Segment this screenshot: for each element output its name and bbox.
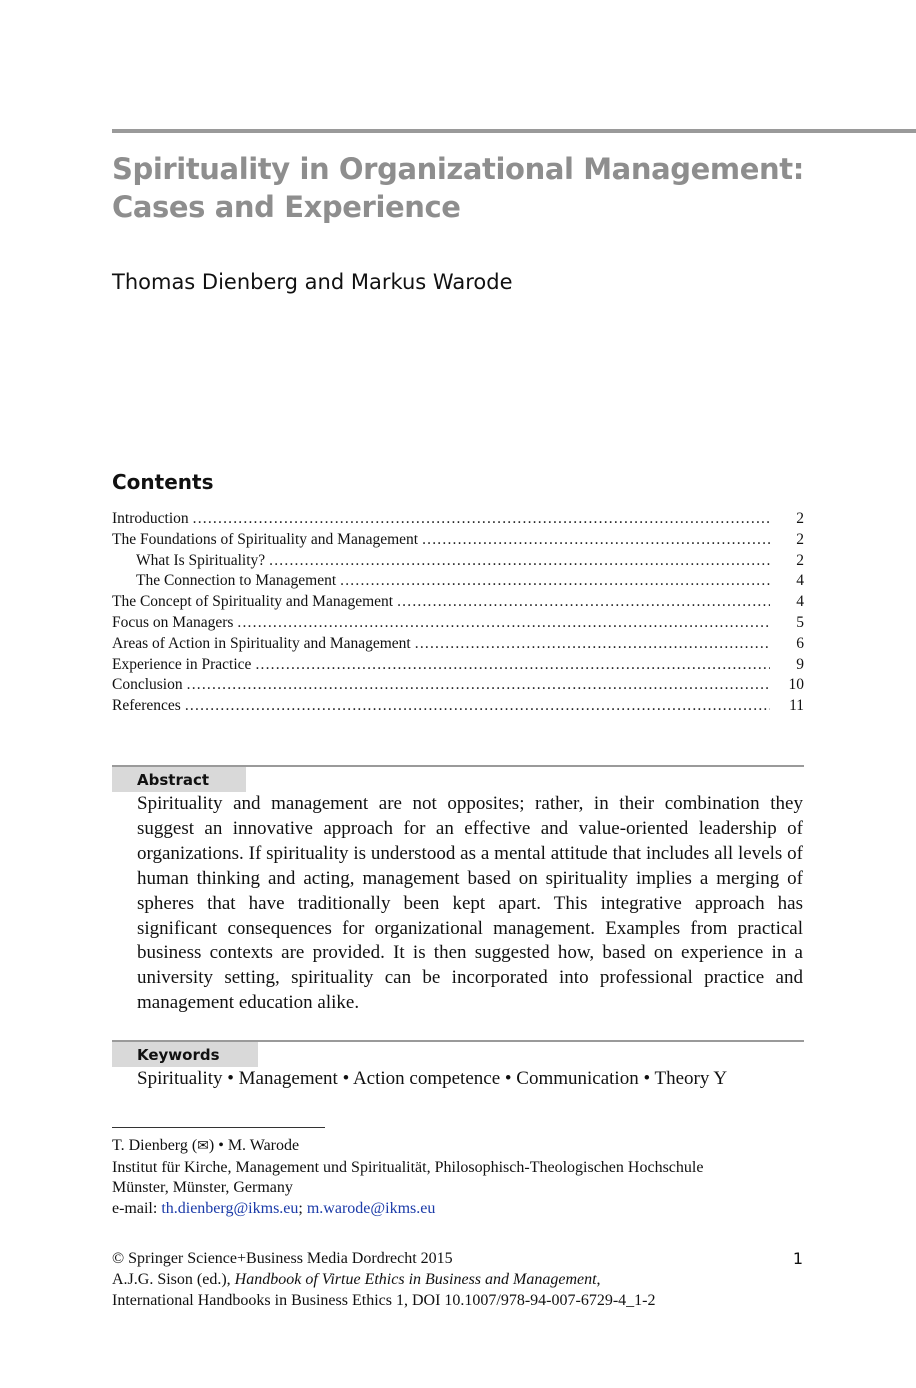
copyright-block <box>112 1248 812 1311</box>
email-separator: ; <box>298 1199 307 1217</box>
toc-entry-title: The Connection to Management <box>136 572 337 590</box>
toc-entry[interactable] <box>112 551 804 572</box>
toc-entry-title: Introduction <box>112 510 189 527</box>
toc-leader-dots <box>255 655 770 676</box>
footnote-affiliation-line-2: Münster, Münster, Germany <box>112 1179 293 1197</box>
toc-entry-title: What Is Spirituality? <box>136 551 266 569</box>
toc-leader-dots <box>269 551 770 572</box>
contents-heading: Contents <box>112 470 214 494</box>
toc-leader-dots <box>397 592 770 613</box>
toc-entry-title: Focus on Managers <box>112 613 234 631</box>
toc-entry-page: 10 <box>788 676 804 694</box>
toc-entry-title: Areas of Action in Spirituality and Management <box>112 634 411 652</box>
footnote-author-a: T. Dienberg ( <box>112 1137 198 1154</box>
toc-leader-dots <box>415 634 770 655</box>
footnote-authors-line <box>112 1136 832 1158</box>
toc-entry[interactable] <box>112 675 804 696</box>
toc-leader-dots <box>185 696 770 717</box>
toc-entry-page: 9 <box>796 655 804 673</box>
toc-entry-title: References <box>112 697 181 715</box>
book-title: Handbook of Virtue Ethics in Business and Management <box>234 1271 597 1288</box>
email-label: e-mail: <box>112 1199 162 1217</box>
toc-entry-title: Conclusion <box>112 676 183 694</box>
authors: Thomas Dienberg and Markus Warode <box>112 270 513 294</box>
toc-entry-title: The Foundations of Spirituality and Management <box>112 530 419 548</box>
abstract-label: Abstract <box>112 767 246 792</box>
toc-entry-page: 2 <box>796 551 804 569</box>
toc-entry-page: 5 <box>796 613 804 631</box>
toc-entry[interactable] <box>112 592 804 613</box>
toc-leader-dots <box>340 571 770 592</box>
top-rule <box>112 129 916 133</box>
copyright-line: © Springer Science+Business Media Dordrecht 2015 <box>112 1250 453 1267</box>
email-link-dienberg[interactable]: th.dienberg@ikms.eu <box>161 1199 299 1217</box>
page-number: 1 <box>792 1249 803 1268</box>
footnote-rule <box>112 1127 325 1128</box>
book-citation-line <box>112 1269 812 1290</box>
abstract-text: Spirituality and management are not opposites; rather, in their combination they suggest an innovative approach for an effective and value-oriented leadership of organizations. If spirituality is understood as a mental attitude that includes all levels of human thinking and acting, management based on spirituality implies a merging of spheres that have traditionally been kept apart. This integrative approach has significant consequences for organizational management. Examples from practical business contexts are provided. It is then suggested how, based on experience in a university setting, spirituality can be incorporated into professional practice and management education alike. <box>137 793 803 1014</box>
chapter-title-line-1: Spirituality in Organizational Management: <box>112 152 804 186</box>
toc-entry[interactable] <box>112 655 804 676</box>
keywords-text: Spirituality • Management • Action competence • Communication • Theory Y <box>137 1068 728 1089</box>
author-footnote <box>112 1136 832 1219</box>
toc-leader-dots <box>422 530 770 551</box>
footnote-author-b: ) • M. Warode <box>208 1137 300 1154</box>
toc-entry-page: 2 <box>796 510 804 527</box>
toc-entry[interactable] <box>112 571 804 592</box>
toc-entry-title: Experience in Practice <box>112 655 252 673</box>
toc-entry-page: 11 <box>789 697 804 715</box>
citation-suffix: , <box>596 1271 601 1288</box>
toc-entry-page: 4 <box>796 572 804 590</box>
toc-entry[interactable] <box>112 696 804 717</box>
toc-entry-page: 2 <box>796 530 804 548</box>
footnote-email-line <box>112 1199 832 1220</box>
toc-entry[interactable] <box>112 509 804 530</box>
toc-entry-page: 4 <box>796 593 804 611</box>
footnote-affiliation-line-1: Institut für Kirche, Management und Spiritualität, Philosophisch-Theologischen Hochschule <box>112 1158 704 1176</box>
toc-leader-dots <box>193 509 770 530</box>
toc-leader-dots <box>187 675 770 696</box>
keywords-label: Keywords <box>112 1042 258 1067</box>
citation-prefix: A.J.G. Sison (ed.), <box>112 1271 235 1288</box>
chapter-title-line-2: Cases and Experience <box>112 190 461 224</box>
toc-entry[interactable] <box>112 634 804 655</box>
table-of-contents <box>112 509 804 717</box>
toc-entry-page: 6 <box>796 634 804 652</box>
toc-leader-dots <box>237 613 770 634</box>
email-link-warode[interactable]: m.warode@ikms.eu <box>306 1199 436 1217</box>
toc-entry-title: The Concept of Spirituality and Management <box>112 593 394 611</box>
toc-entry[interactable] <box>112 530 804 551</box>
envelope-icon: ✉ <box>197 1139 209 1154</box>
chapter-title <box>112 150 832 226</box>
toc-entry[interactable] <box>112 613 804 634</box>
series-doi-line: International Handbooks in Business Ethics 1, DOI 10.1007/978-94-007-6729-4_1-2 <box>112 1292 656 1309</box>
